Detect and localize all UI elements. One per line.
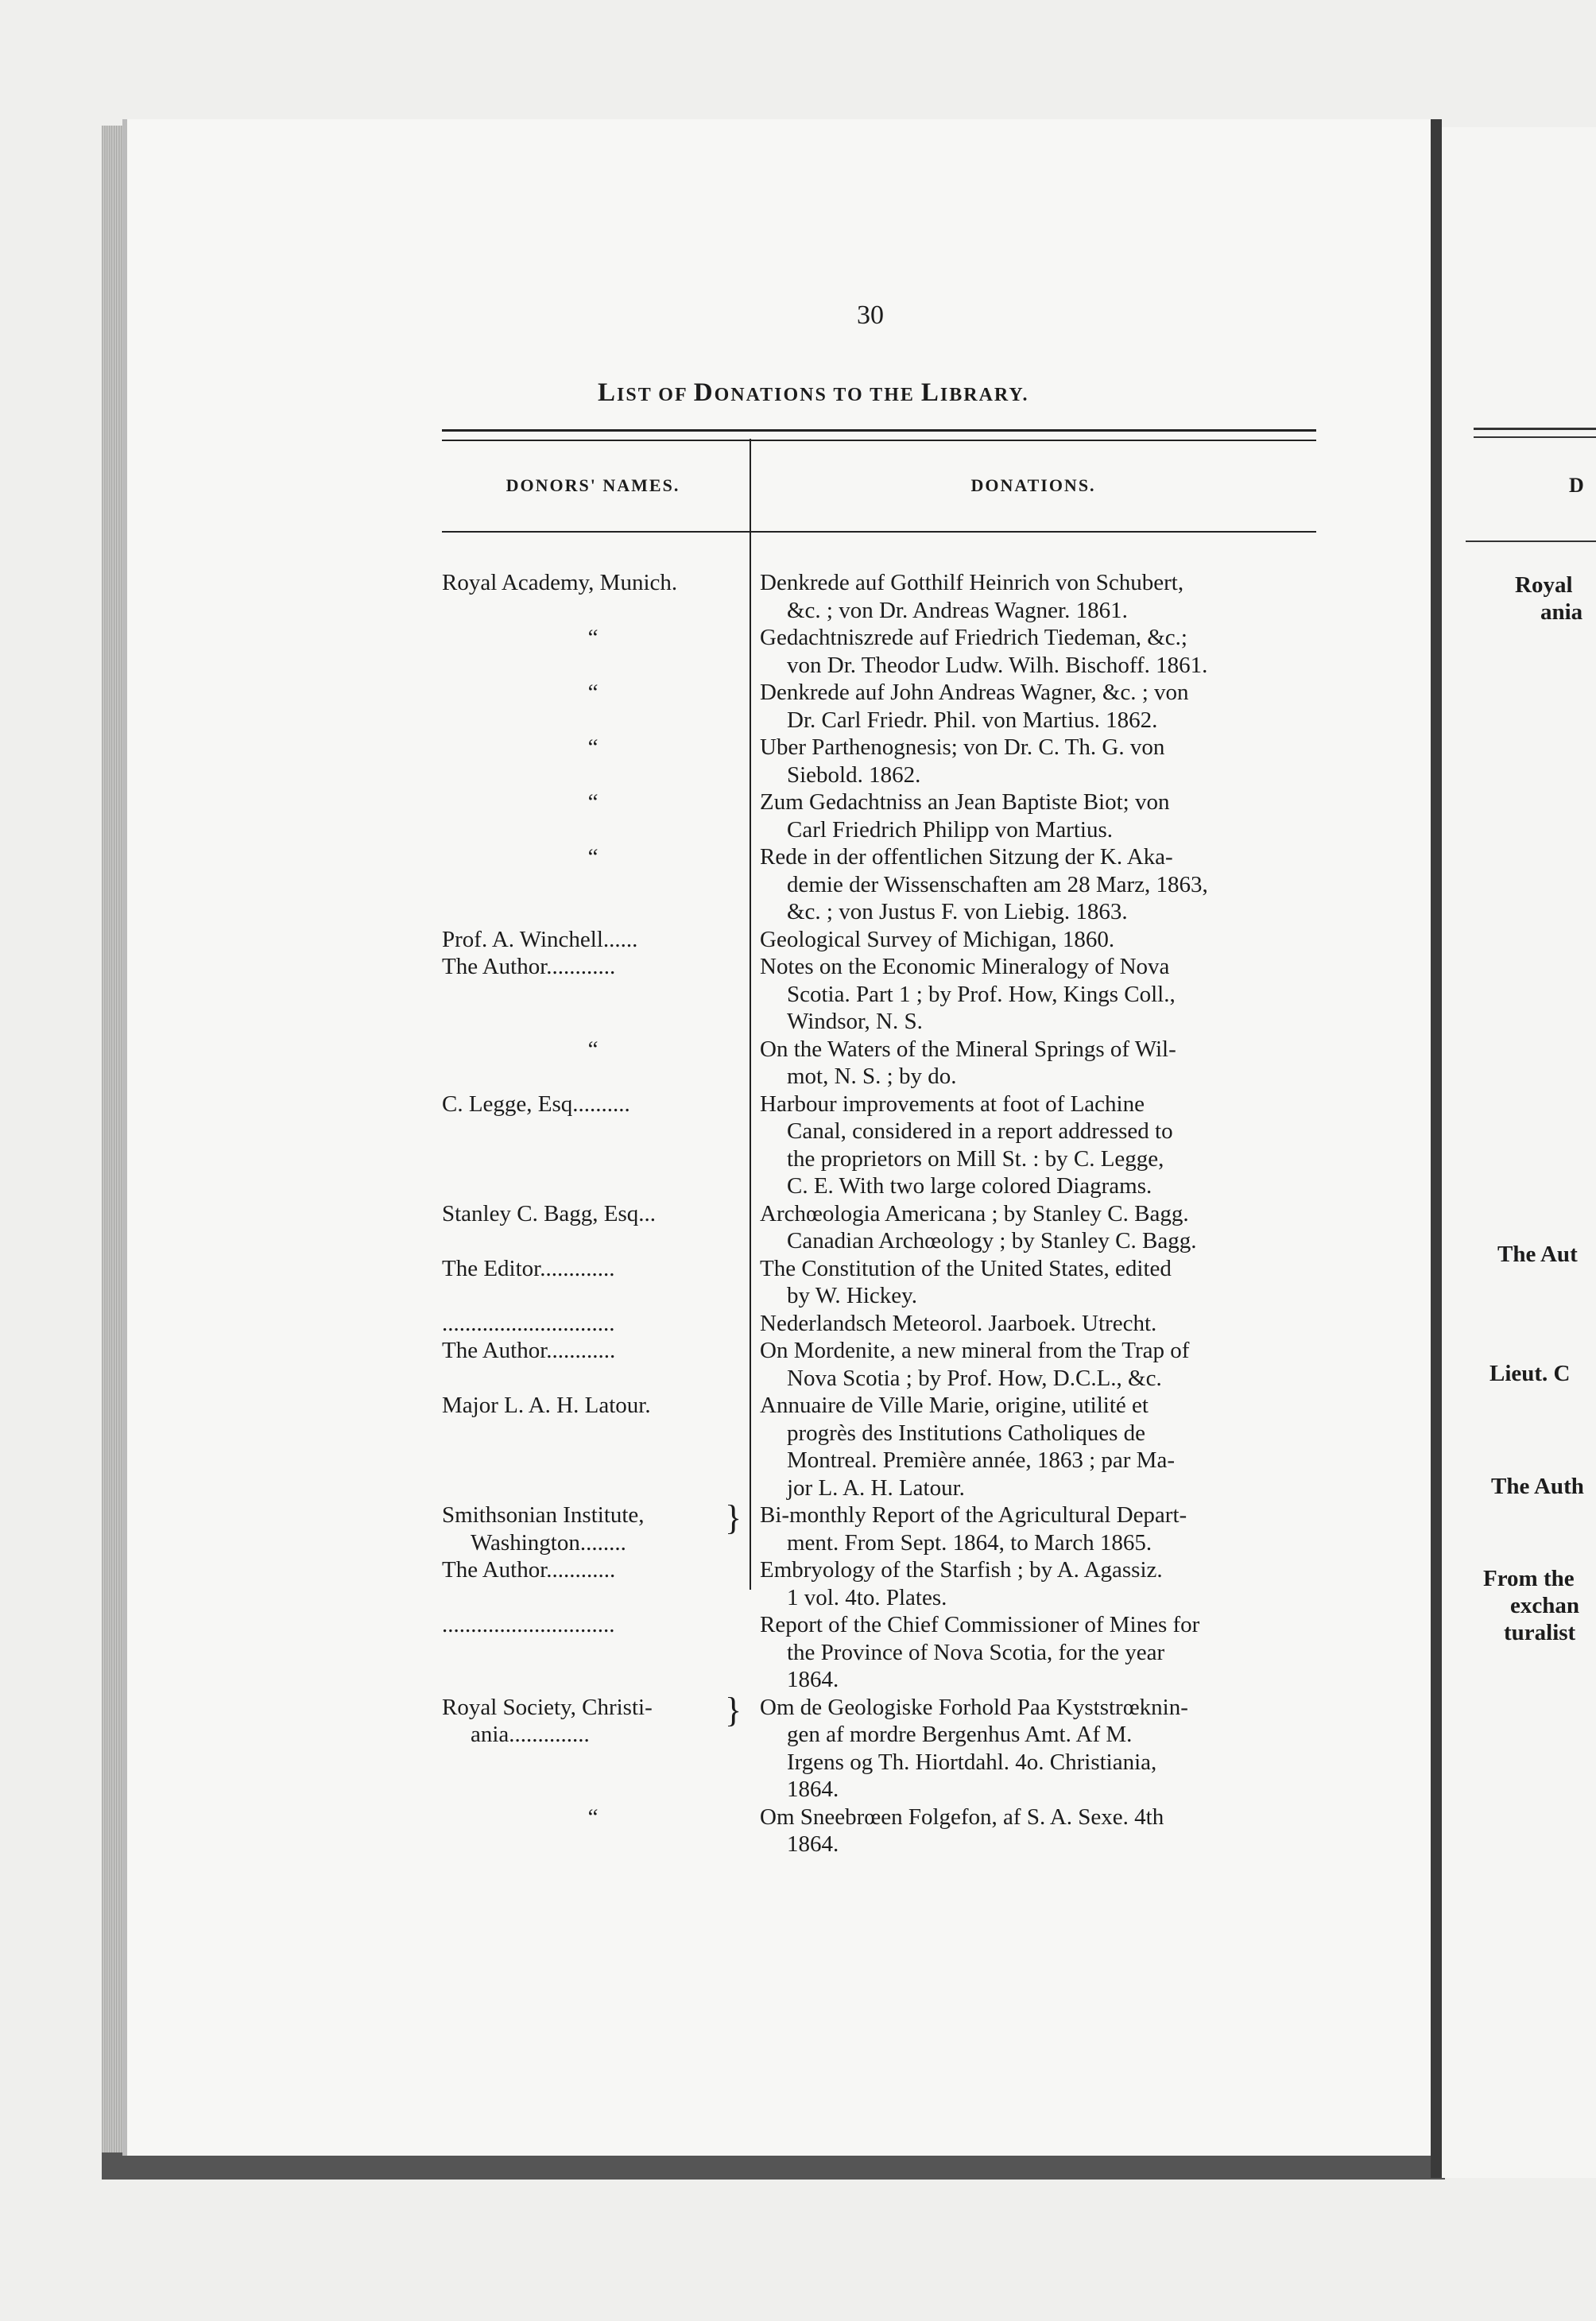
donation-line: The Constitution of the United States, edited <box>760 1255 1172 1281</box>
page-title-part: L <box>598 378 618 407</box>
ditto-mark: “ <box>587 789 598 815</box>
donation-description <box>760 734 1316 789</box>
donation-description <box>760 1611 1316 1694</box>
donor-name-continued: ania.............. <box>471 1722 590 1747</box>
donation-line: &c. ; von Dr. Andreas Wagner. 1861. <box>787 597 1128 623</box>
donation-line: On Mordenite, a new mineral from the Trap of <box>760 1338 1190 1363</box>
right-page-text: Royal <box>1515 572 1573 598</box>
donor-name: The Author............ <box>442 954 616 979</box>
donation-line: Zum Gedachtniss an Jean Baptiste Biot; von <box>760 789 1170 815</box>
donor-name: C. Legge, Esq.......... <box>442 1091 630 1117</box>
ditto-mark: “ <box>587 734 598 760</box>
donation-line: Canadian Archœology ; by Stanley C. Bagg. <box>787 1228 1197 1253</box>
right-page-header-rule <box>1466 541 1596 542</box>
donation-line: gen af mordre Bergenhus Amt. Af M. <box>787 1722 1133 1747</box>
donation-line: Rede in der offentlichen Sitzung der K. Aka- <box>760 844 1173 870</box>
donor-name: Stanley C. Bagg, Esq... <box>442 1200 657 1226</box>
ditto-mark: “ <box>587 1804 598 1830</box>
donation-line: progrès des Institutions Catholiques de <box>787 1420 1146 1446</box>
donation-description <box>760 1310 1316 1338</box>
donation-description <box>760 1255 1316 1310</box>
donation-line: by W. Hickey. <box>787 1283 918 1308</box>
donation-line: Notes on the Economic Mineralogy of Nova <box>760 954 1170 979</box>
donation-line: Siebold. 1862. <box>787 761 921 788</box>
brace-mark: } <box>725 1498 742 1537</box>
donation-line: Carl Friedrich Philipp von Martius. <box>787 816 1113 843</box>
right-page-text: Lieut. C <box>1489 1361 1571 1386</box>
donation-line: Embryology of the Starfish ; by A. Agassiz. <box>760 1557 1163 1583</box>
donor-name: Royal Academy, Munich. <box>442 570 678 595</box>
donation-description <box>760 843 1316 926</box>
donation-description <box>760 1036 1316 1091</box>
brace-mark: } <box>725 1690 742 1730</box>
donation-description <box>760 569 1316 624</box>
donation-line: the proprietors on Mill St. : by C. Legge, <box>787 1145 1164 1172</box>
donation-line: Om de Geologiske Forhold Paa Kyststrœknin- <box>760 1694 1188 1720</box>
column-header-donations: DONATIONS. <box>970 475 1096 495</box>
donation-line: Windsor, N. S. <box>787 1009 923 1034</box>
donation-line: Nederlandsch Meteorol. Jaarboek. Utrecht. <box>760 1310 1157 1336</box>
right-page-text: turalist <box>1504 1620 1576 1645</box>
donor-name: The Editor............. <box>442 1255 615 1281</box>
donation-line: Geological Survey of Michigan, 1860. <box>760 926 1115 952</box>
right-page-text: From the <box>1483 1566 1575 1591</box>
donation-line: von Dr. Theodor Ludw. Wilh. Bischoff. 1861. <box>787 652 1208 678</box>
page-title-part: IBRARY. <box>939 385 1029 405</box>
right-page-top-rule <box>1474 428 1596 438</box>
donor-name: Prof. A. Winchell...... <box>442 926 638 952</box>
donation-line: jor L. A. H. Latour. <box>787 1474 965 1501</box>
page-title-part: L <box>920 378 940 407</box>
column-divider <box>750 439 751 1590</box>
page-title-part: IST OF <box>617 385 694 405</box>
donation-line: the Province of Nova Scotia, for the year <box>787 1639 1165 1665</box>
ditto-mark: “ <box>587 1036 598 1062</box>
donation-line: Montreal. Première année, 1863 ; par Ma- <box>787 1447 1175 1473</box>
donor-name: Major L. A. H. Latour. <box>442 1393 651 1418</box>
donation-line: &c. ; von Justus F. von Liebig. 1863. <box>787 899 1128 924</box>
donation-description <box>760 953 1316 1036</box>
donor-name: Smithsonian Institute, <box>442 1502 645 1528</box>
donor-name: .............................. <box>442 1310 615 1336</box>
donation-line: 1864. <box>787 1831 839 1857</box>
donation-description <box>760 1337 1316 1392</box>
donation-line: Gedachtniszrede auf Friedrich Tiedeman, &c.; <box>760 625 1187 650</box>
donation-line: Bi-monthly Report of the Agricultural Depart- <box>760 1502 1187 1528</box>
donation-description <box>760 1091 1316 1200</box>
donor-name: The Author............ <box>442 1557 616 1583</box>
right-page-text: exchan <box>1510 1593 1579 1618</box>
page-title-part: ONATIONS TO THE <box>714 385 921 405</box>
donation-description <box>760 1200 1316 1255</box>
donation-description <box>760 1392 1316 1501</box>
table-header-rule <box>442 531 1316 533</box>
column-header-donors: DONORS' NAMES. <box>506 475 680 495</box>
donation-line: demie der Wissenschaften am 28 Marz, 1863, <box>787 871 1208 897</box>
right-page-text: The Auth <box>1491 1474 1584 1499</box>
donation-description <box>760 1501 1316 1556</box>
donation-description <box>760 624 1316 679</box>
donation-description <box>760 1556 1316 1611</box>
donation-line: Dr. Carl Friedr. Phil. von Martius. 1862. <box>787 707 1158 733</box>
donation-line: ment. From Sept. 1864, to March 1865. <box>787 1529 1152 1556</box>
donation-description <box>760 679 1316 734</box>
donation-description <box>760 1694 1316 1804</box>
donor-name-continued: Washington........ <box>471 1529 626 1556</box>
donation-line: Denkrede auf Gotthilf Heinrich von Schubert, <box>760 570 1184 595</box>
right-page-header: D <box>1569 474 1584 497</box>
donation-description <box>760 926 1316 954</box>
donation-line: Archœologia Americana ; by Stanley C. Bagg. <box>760 1200 1189 1226</box>
donation-line: On the Waters of the Mineral Springs of Wil- <box>760 1036 1176 1062</box>
donation-line: 1864. <box>787 1667 839 1692</box>
donation-line: Report of the Chief Commissioner of Mines for <box>760 1612 1200 1637</box>
donation-line: Harbour improvements at foot of Lachine <box>760 1091 1145 1117</box>
page-number: 30 <box>857 300 884 330</box>
right-page-text: The Aut <box>1497 1242 1578 1267</box>
donation-line: Annuaire de Ville Marie, origine, utilité et <box>760 1393 1149 1418</box>
table-top-rule <box>442 429 1316 441</box>
donation-line: Irgens og Th. Hiortdahl. 4o. Christiania, <box>787 1749 1157 1775</box>
donation-line: C. E. With two large colored Diagrams. <box>787 1173 1152 1199</box>
book-gutter <box>1431 119 1442 2178</box>
book-bottom-edge <box>102 2152 1445 2180</box>
right-page-fragment <box>1442 127 1596 2178</box>
donor-name: Royal Society, Christi- <box>442 1694 653 1720</box>
donation-line: 1 vol. 4to. Plates. <box>787 1584 947 1610</box>
donor-name: .............................. <box>442 1612 615 1637</box>
ditto-mark: “ <box>587 680 598 705</box>
donation-line: Om Sneebrœen Folgefon, af S. A. Sexe. 4th <box>760 1804 1164 1830</box>
donor-name: The Author............ <box>442 1338 616 1363</box>
donation-line: Denkrede auf John Andreas Wagner, &c. ; von <box>760 680 1189 705</box>
ditto-mark: “ <box>587 844 598 870</box>
donation-line: 1864. <box>787 1777 839 1802</box>
donation-line: Scotia. Part 1 ; by Prof. How, Kings Coll., <box>787 981 1176 1007</box>
page-title-part: D <box>693 378 715 407</box>
page-title <box>598 378 1029 408</box>
donation-description <box>760 1804 1316 1858</box>
book-page-edges <box>102 126 130 2160</box>
donation-line: Canal, considered in a report addressed to <box>787 1118 1173 1144</box>
right-page-text: ania <box>1540 599 1583 625</box>
donation-line: mot, N. S. ; by do. <box>787 1064 957 1089</box>
donation-line: Uber Parthenognesis; von Dr. C. Th. G. von <box>760 734 1165 760</box>
donation-line: Nova Scotia ; by Prof. How, D.C.L., &c. <box>787 1365 1162 1391</box>
ditto-mark: “ <box>587 625 598 650</box>
donation-description <box>760 789 1316 843</box>
